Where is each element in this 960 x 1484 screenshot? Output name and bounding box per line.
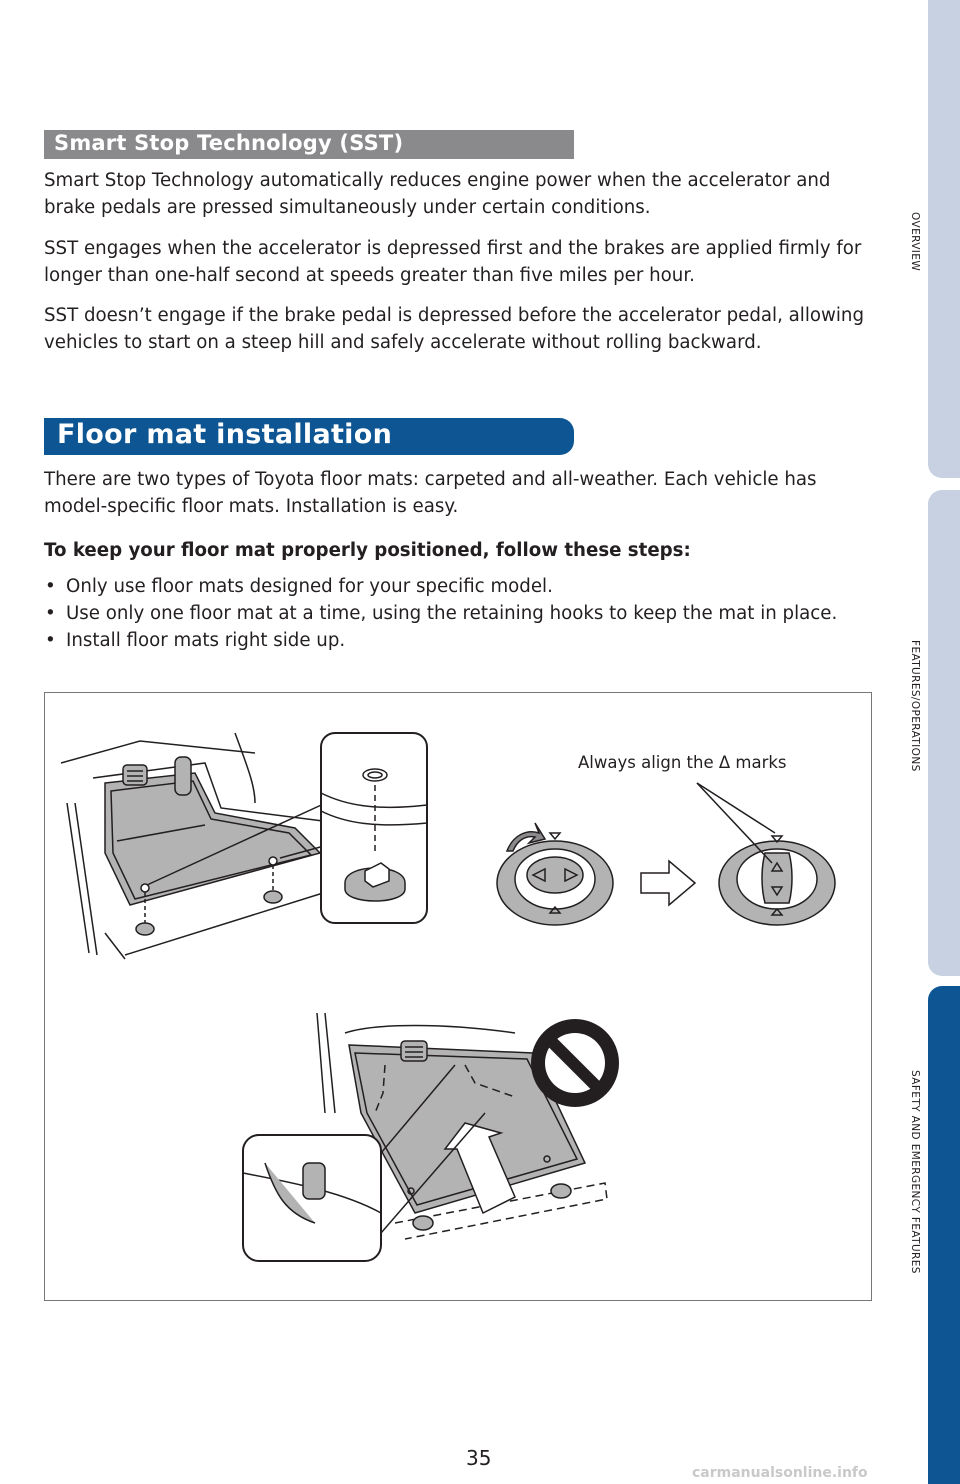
list-item: • Only use floor mats designed for your specific model.	[44, 573, 864, 600]
floor-mat-heading-bar	[44, 418, 574, 455]
sst-paragraph-1: Smart Stop Technology automatically reduces engine power when the accelerator and brake pedals are pressed simultaneously under certain conditions.	[44, 170, 831, 218]
bullet-dot: •	[45, 576, 56, 597]
tab-safety-emergency[interactable]	[928, 986, 960, 1484]
retaining-hook-icon	[497, 823, 613, 925]
floor-mat-illustration	[44, 692, 872, 1301]
figure-callout: Always align the Δ marks	[578, 753, 787, 772]
tab-label-overview: OVERVIEW	[909, 212, 921, 272]
list-item: • Install floor mats right side up.	[44, 627, 864, 654]
tab-overview[interactable]	[928, 0, 960, 478]
floor-mat-intro: There are two types of Toyota floor mats: carpeted and all-weather. Each vehicle has model-specific floor mats. Installation is easy.	[44, 469, 817, 517]
tab-label-features: FEATURES/OPERATIONS	[909, 640, 921, 772]
tab-label-safety: SAFETY AND EMERGENCY FEATURES	[909, 1070, 921, 1274]
floor-mat-bullet-list	[44, 573, 864, 654]
bullet-dot: •	[45, 630, 56, 651]
watermark: carmanualsonline.info	[692, 1465, 868, 1481]
page-number: 35	[466, 1446, 492, 1470]
sst-paragraph-2: SST engages when the accelerator is depressed first and the brakes are applied firmly for longer than one-half second at speeds greater than five miles per hour.	[44, 238, 862, 286]
arrow-right-icon	[641, 861, 695, 905]
prohibited-icon	[531, 1019, 619, 1107]
tab-features-operations[interactable]	[928, 490, 960, 976]
floor-mat-diagram	[45, 693, 873, 1302]
sst-paragraph-3: SST doesn’t engage if the brake pedal is depressed before the accelerator pedal, allowing vehicles to start on a steep hill and safely accelerate without rolling backward.	[44, 305, 865, 353]
floor-mat-heading: Floor mat installation	[57, 419, 393, 450]
sst-heading-bar	[44, 130, 574, 159]
bullet-dot: •	[45, 603, 56, 624]
aligned-hook-icon	[697, 783, 835, 925]
floor-mat-installed-icon	[61, 733, 427, 959]
floor-mat-steps-heading: To keep your floor mat properly positioned, follow these steps:	[44, 540, 691, 561]
sst-heading: Smart Stop Technology (SST)	[54, 131, 404, 155]
list-item: • Use only one floor mat at a time, using the retaining hooks to keep the mat in place.	[44, 600, 864, 627]
